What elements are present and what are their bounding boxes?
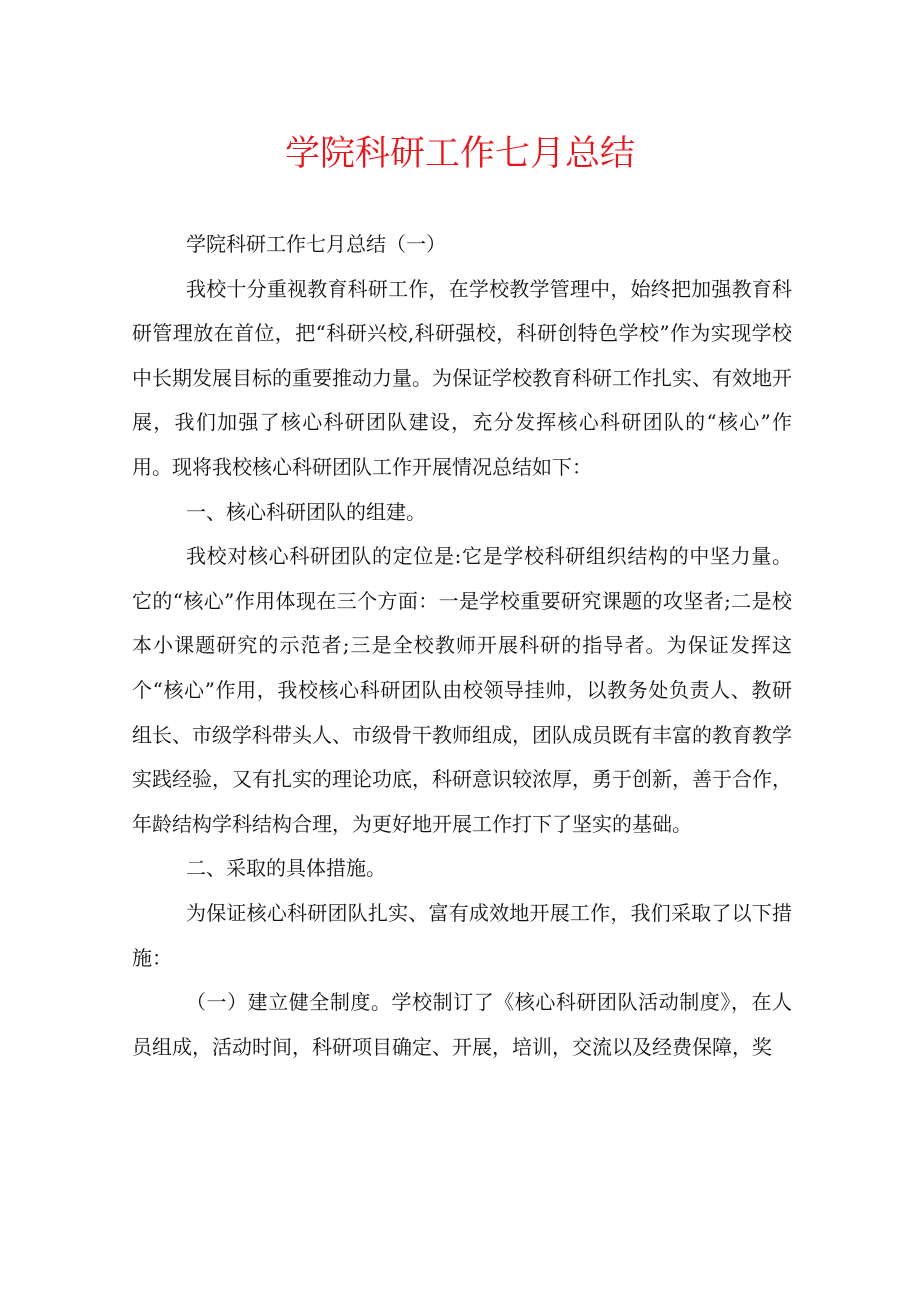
document-title: 学院科研工作七月总结 [284, 134, 635, 174]
section-heading: 二、采取的具体措施。 [186, 856, 386, 881]
paragraph: （一）建立健全制度。学校制订了《核心科研团队活动制度》，在人员组成，活动时间，科研项目确定、开展，培训，交流以及经费保障，奖 [132, 990, 792, 1059]
paragraph: 我校对核心科研团队的定位是:它是学校科研组织结构的中坚力量。它的“核心”作用体现在三个方面：一是学校重要研究课题的攻坚者;二是校本小课题研究的示范者;三是全校教师开展科研的指导者。为保证发挥这个“核心”作用，我校核心科研团队由校领导挂帅，以教务处负责人、教研组长、市级学科带头人、市级骨干教师组成，团队成员既有丰富的教育教学实践经验，又有扎实的理论功底，科研意识较浓厚，勇于创新，善于合作，年龄结构学科结构合理，为更好地开展工作打下了坚实的基础。 [132, 544, 792, 836]
document-body [132, 222, 792, 1069]
section-heading: 一、核心科研团队的组建。 [186, 499, 426, 524]
paragraph: 我校十分重视教育科研工作，在学校教学管理中，始终把加强教育科研管理放在首位，把“科研兴校,科研强校，科研创特色学校”作为实现学校中长期发展目标的重要推动力量。为保证学校教育科研工作扎实、有效地开展，我们加强了核心科研团队建设，充分发挥核心科研团队的“核心”作用。现将我校核心科研团队工作开展情况总结如下： [132, 276, 792, 479]
section-heading: 学院科研工作七月总结（一） [186, 232, 446, 256]
paragraph: 为保证核心科研团队扎实、富有成效地开展工作，我们采取了以下措施： [132, 900, 792, 970]
